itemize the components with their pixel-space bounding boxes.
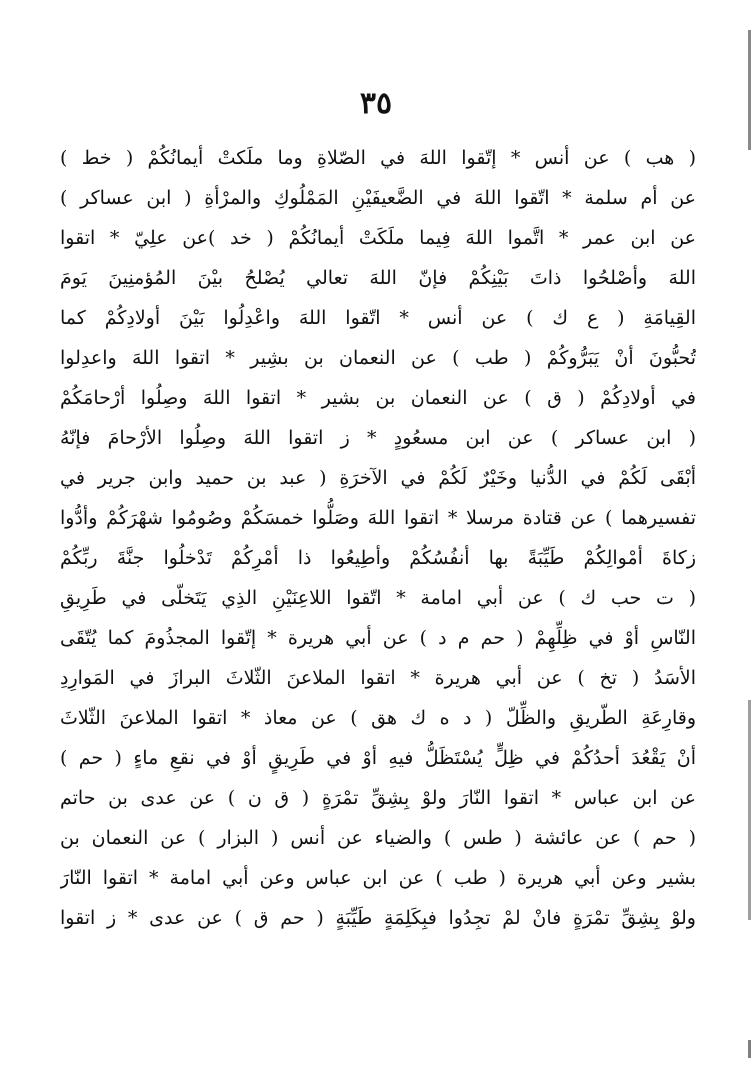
text-line: أنْ يَقْعُدَ أحدُكُمْ في ظِلٍّ يُسْتَظَلُّ فيهِ أوْ في طَرِيقٍ أوْ في نقعِ ماءٍ ( حم ) [60, 747, 696, 769]
text-line: تفسيرهما ) عن قتادة مرسلا * اتقوا اللهَ وصَلُّوا خمسَكُمْ وصُومُوا شهْرَكُمْ وأدُّوا [60, 507, 696, 529]
text-line: عن ابن عمر * اتَّموا اللهَ فِيما ملَكَتْ أيمانُكُمْ ( خد )عن علِيّ * اتقوا [60, 227, 696, 249]
text-line: تُحبُّونَ أنْ يَبَرُّوكُمْ ( طب ) عن النعمان بن بشِير * اتقوا اللهَ واعدِلوا [60, 347, 696, 369]
text-line: ( ت حب ك ) عن أبي امامة * اتّقوا اللاعِنَيْنِ الذِي يَتَخلّى في طَرِيقِ [60, 587, 696, 609]
text-line: ( ابن عساكر ) عن ابن مسعُودٍ * ز اتقوا اللهَ وصِلُوا الأرْحامَ فإنّهُ [60, 427, 696, 449]
text-line: النّاسِ أوْ في ظِلِّهِمْ ( حم م د ) عن أبي هريرة * إتّقوا المجذُومَ كما يُتّقَى [60, 627, 696, 649]
text-line: ( هب ) عن أنس * إتّقوا اللهَ في الصّلاةِ وما ملَكتْ أيمانُكُمْ ( خط ) [60, 147, 696, 169]
text-line: الأسَدُ ( تخ ) عن أبي هريرة * اتقوا الملاعنَ الثّلاثَ البرازَ في المَوارِدِ [60, 667, 696, 689]
text-line: ولوْ بِشِقِّ تمْرَةٍ فانْ لمْ تجِدُوا فبِكَلِمَةٍ طَيِّبَةٍ ( حم ق ) عن عدى * ز اتقوا [60, 907, 696, 929]
scan-edge-shadow [748, 30, 751, 150]
text-line: في أولادِكُمْ ( ق ) عن النعمان بن بشير * اتقوا اللهَ وصِلُوا أرْحامَكُمْ [60, 387, 696, 409]
text-line: اللهَ وأصْلحُوا ذاتَ بَيْنِكُمْ فإنّ اللهَ تعالي يُصْلحُ بيْنَ المُؤمنِينَ يَومَ [60, 267, 696, 289]
text-line: بشير وعن أبي هريرة ( طب ) عن ابن عباس وعن أبي امامة * اتقوا النّارَ [60, 867, 696, 889]
text-line: زكاةَ أمْوالِكُمْ طَيِّبَةً بها أنفُسُكُمْ وأطِيعُوا ذا أمْرِكُمْ تَدْخلُوا جنَّةَ ربِّكُمْ [60, 547, 696, 569]
text-line: عن ابن عباس * اتقوا النّارَ ولوْ بِشِقِّ تمْرَةٍ ( ق ن ) عن عدى بن حاتم [60, 787, 696, 809]
text-line: القِيامَةِ ( ع ك ) عن أنس * اتّقوا اللهَ واعْدِلُوا بَيْنَ أولادِكُمْ كما [60, 307, 696, 329]
text-line: أبْقَى لَكُمْ في الدُّنيا وخَيْرٌ لَكُمْ في الآخرَةِ ( عبد بن حميد وابن جرير في [60, 467, 696, 489]
hadith-text-block [60, 138, 696, 938]
scan-edge-shadow [748, 700, 751, 920]
text-line: وقارِعَةِ الطّريقِ والظِّلّ ( د ه ك هق ) عن معاذ * اتقوا الملاعنَ الثّلاثَ [60, 707, 696, 729]
scan-edge-shadow [748, 1040, 751, 1058]
text-line: عن أم سلمة * اتّقوا اللهَ في الضَّعيفَيْنِ المَمْلُوكِ والمرْأةِ ( ابن عساكر ) [60, 187, 696, 209]
page-number: ٣٥ [359, 86, 393, 121]
text-line: ( حم ) عن عائشة ( طس ) والضياء عن أنس ( البزار ) عن النعمان بن [60, 827, 696, 849]
